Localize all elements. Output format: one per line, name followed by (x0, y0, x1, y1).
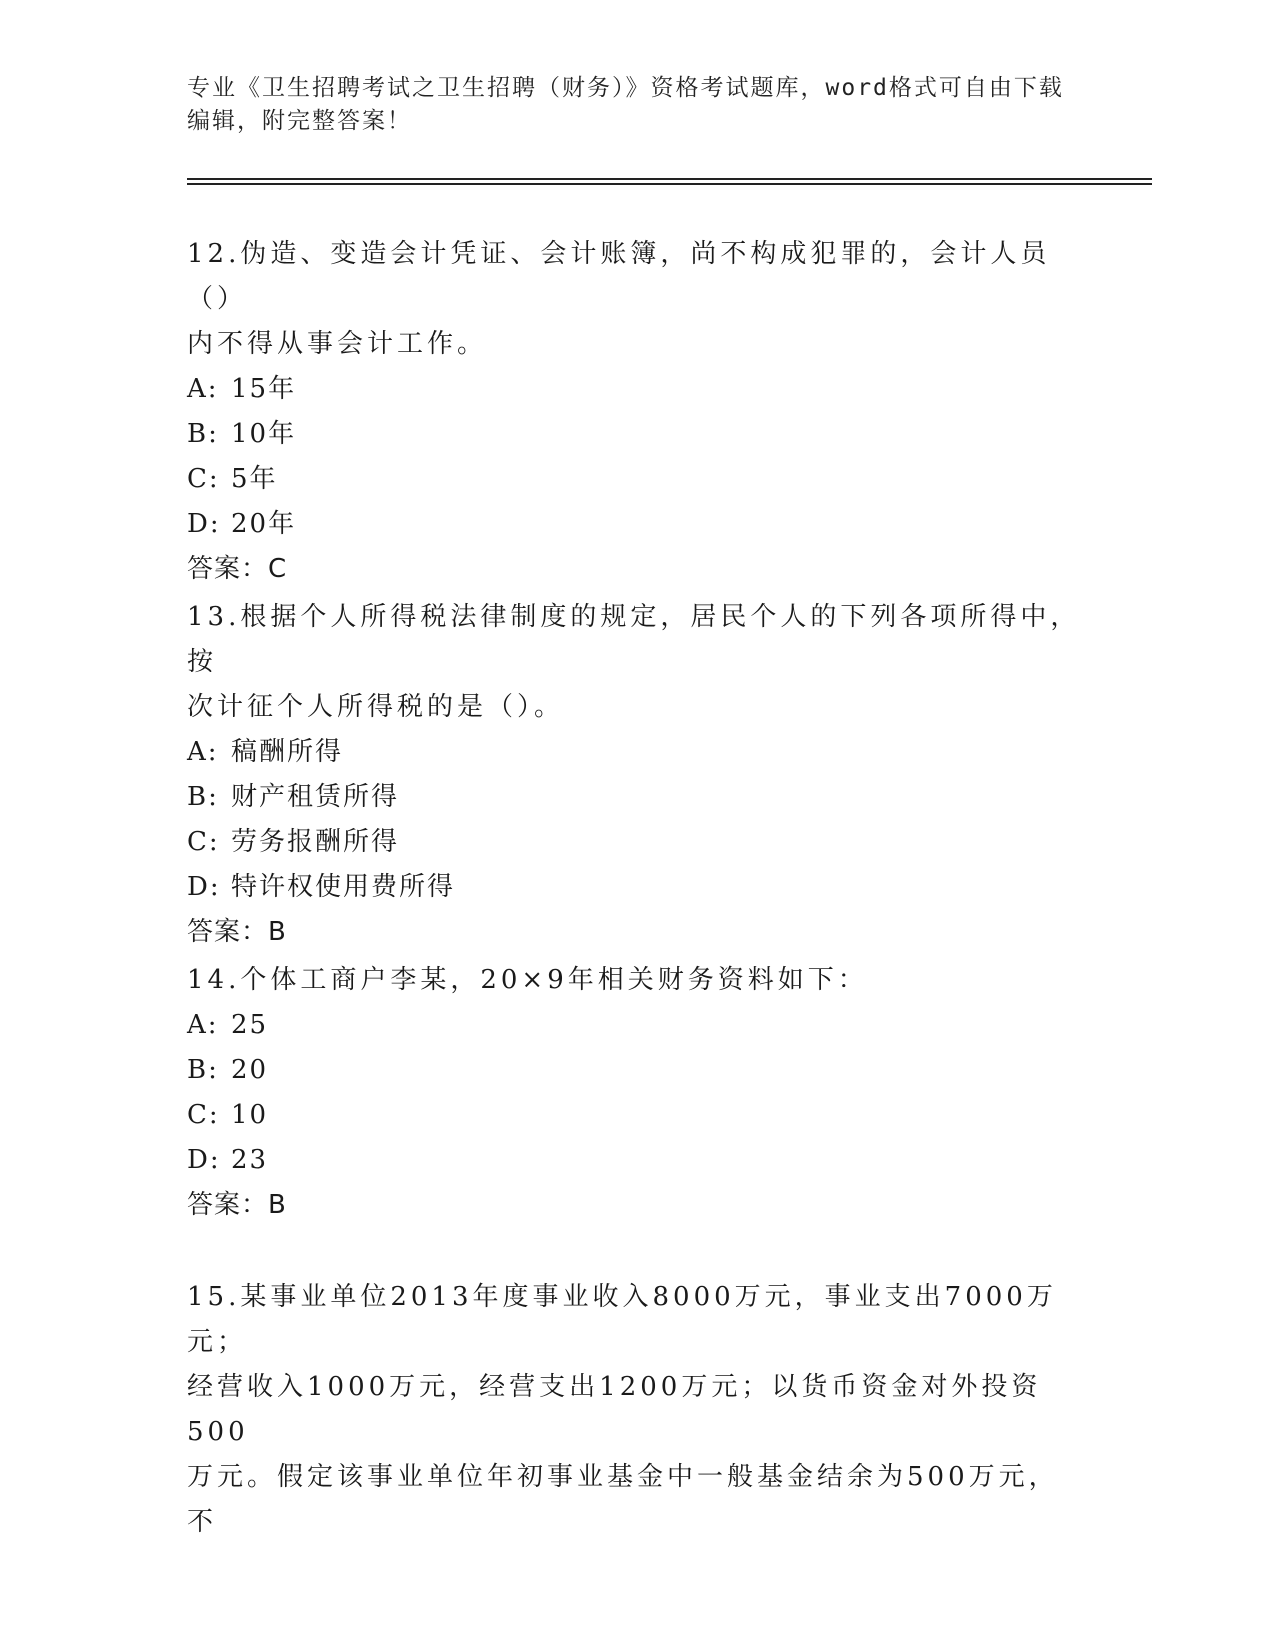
option-letter: C: (187, 827, 220, 857)
question-stem-line: 12.伪造、变造会计凭证、会计账簿，尚不构成犯罪的，会计人员（） (187, 239, 1051, 314)
option-letter: D: (187, 509, 221, 539)
option-d (187, 865, 1087, 910)
question-stem-line: 次计征个人所得税的是（）。 (187, 692, 565, 722)
option-b (187, 775, 1087, 820)
option-letter: A: (187, 374, 219, 404)
option-b (187, 412, 1087, 457)
option-a (187, 730, 1087, 775)
header-line-2: 编辑，附完整答案！ (187, 108, 412, 134)
question-12 (187, 232, 1087, 592)
option-d (187, 502, 1087, 547)
option-text: 23 (231, 1145, 269, 1175)
option-text: 15年 (231, 374, 297, 404)
option-c (187, 457, 1087, 502)
option-a (187, 1003, 1087, 1048)
header-divider-bottom (187, 183, 1152, 185)
question-stem-line: 14.个体工商户李某，20×9年相关财务资料如下： (187, 965, 868, 995)
question-stem-line: 13.根据个人所得税法律制度的规定，居民个人的下列各项所得中，按 (187, 602, 1081, 677)
option-text: 劳务报酬所得 (231, 827, 400, 857)
option-text: 稿酬所得 (231, 737, 344, 767)
header-line-1: 专业《卫生招聘考试之卫生招聘（财务）》资格考试题库，word格式可自由下载 (187, 75, 1064, 101)
option-letter: B: (187, 782, 219, 812)
option-c (187, 1093, 1087, 1138)
option-letter: A: (187, 737, 219, 767)
question-13 (187, 595, 1087, 955)
option-a (187, 367, 1087, 412)
question-14 (187, 958, 1087, 1228)
option-text: 5年 (231, 464, 278, 494)
question-stem-line: 内不得从事会计工作。 (187, 329, 488, 359)
answer-line: 答案：C (187, 554, 288, 584)
option-letter: D: (187, 1145, 221, 1175)
option-letter: B: (187, 1055, 219, 1085)
option-d (187, 1138, 1087, 1183)
question-stem-line: 经营收入1000万元，经营支出1200万元；以货币资金对外投资500 (187, 1372, 1042, 1447)
option-c (187, 820, 1087, 865)
option-letter: A: (187, 1010, 219, 1040)
option-letter: B: (187, 419, 219, 449)
option-letter: C: (187, 1100, 220, 1130)
answer-line: 答案：B (187, 1190, 287, 1220)
option-text: 20 (231, 1055, 269, 1085)
option-text: 10 (231, 1100, 269, 1130)
option-b (187, 1048, 1087, 1093)
option-letter: C: (187, 464, 220, 494)
question-stem-line: 15.某事业单位2013年度事业收入8000万元，事业支出7000万元； (187, 1282, 1057, 1357)
header-divider-top (187, 178, 1152, 180)
option-text: 财产租赁所得 (231, 782, 400, 812)
option-text: 特许权使用费所得 (231, 872, 456, 902)
option-text: 25 (231, 1010, 269, 1040)
option-text: 10年 (231, 419, 297, 449)
question-stem-line: 万元。假定该事业单位年初事业基金中一般基金结余为500万元，不 (187, 1462, 1059, 1537)
option-text: 20年 (231, 509, 297, 539)
document-header (187, 72, 1087, 138)
answer-line: 答案：B (187, 917, 287, 947)
option-letter: D: (187, 872, 221, 902)
question-15 (187, 1275, 1087, 1545)
